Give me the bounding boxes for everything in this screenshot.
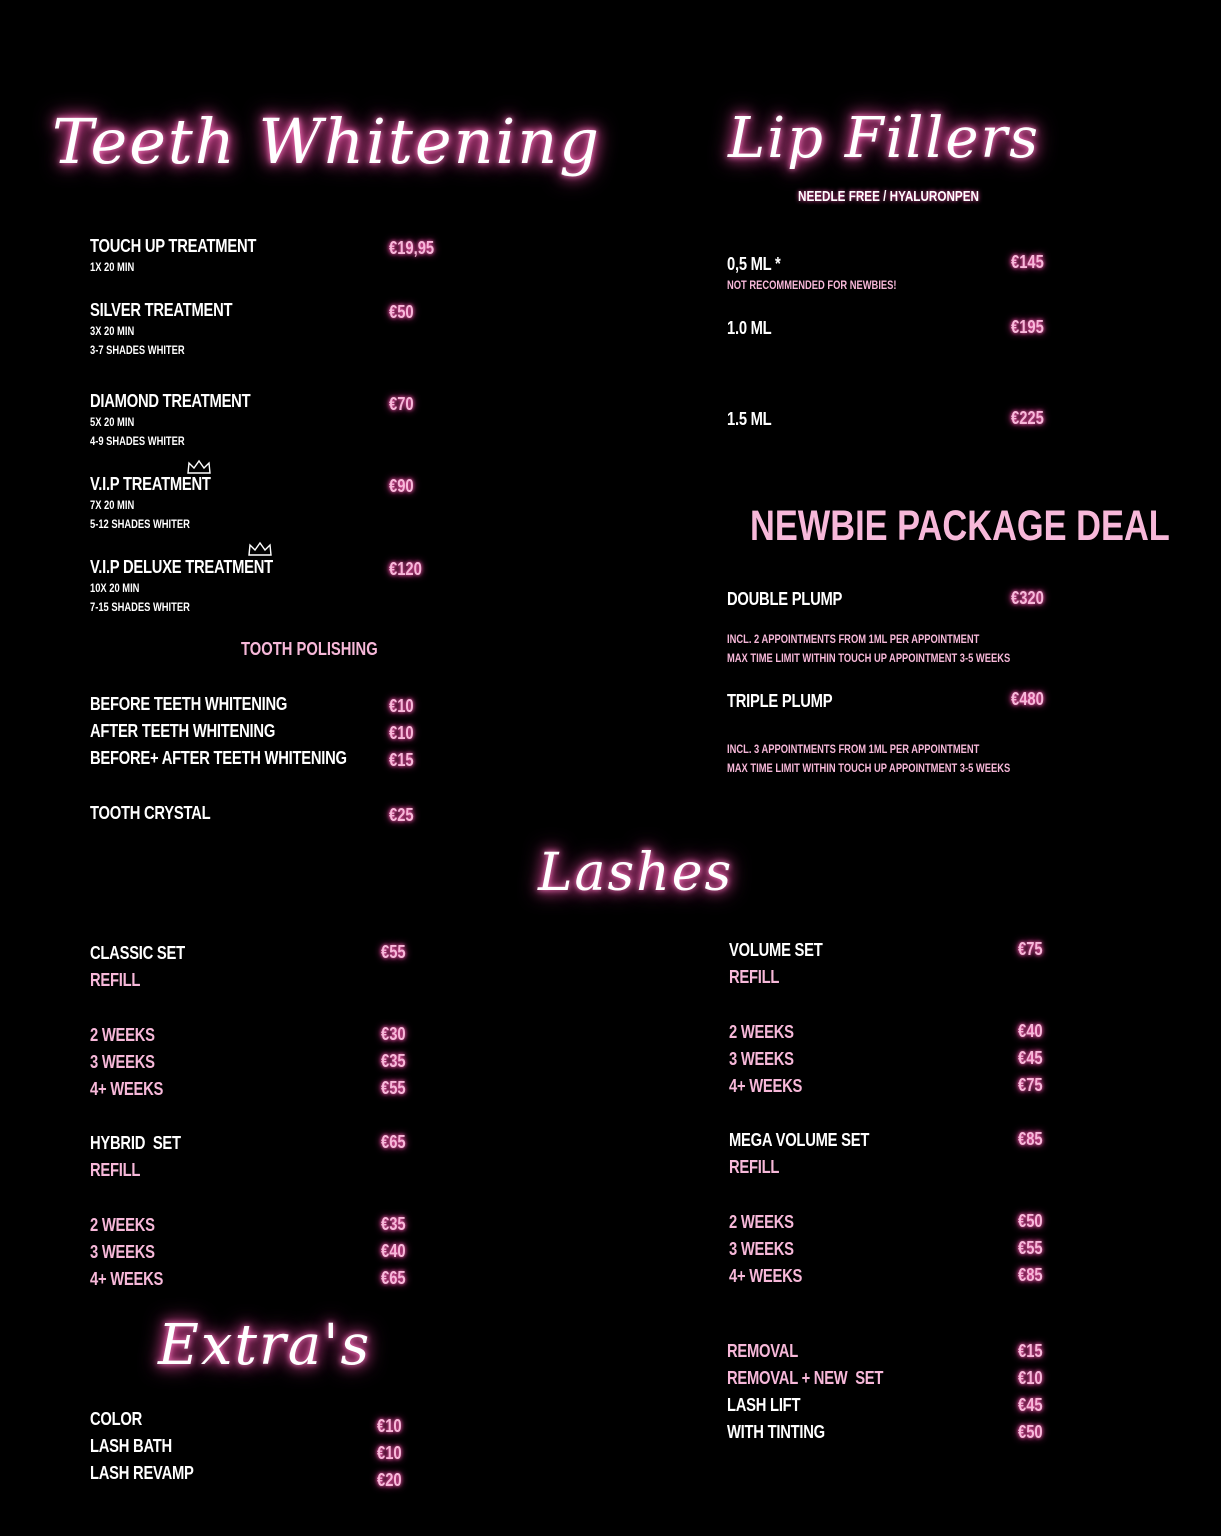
lip-fillers-title: Lip Fillers xyxy=(728,106,1040,171)
newbie-deal-0-price: €320 xyxy=(1011,588,1044,608)
teeth-item-1-detail-1: 3-7 SHADES WHITER xyxy=(90,343,185,357)
newbie-deal-0-line-1: MAX TIME LIMIT WITHIN TOUCH UP APPOINTMENT 3-5 WEEKS xyxy=(727,651,1011,665)
volume-set-price: €75 xyxy=(1018,939,1043,959)
lip-item-0-price: €145 xyxy=(1011,252,1044,272)
volume-refill-1-label: 3 WEEKS xyxy=(729,1049,794,1069)
classic-refill-0-price: €30 xyxy=(381,1024,406,1044)
volume-refill-0-price: €40 xyxy=(1018,1021,1043,1041)
tooth-polishing-heading: TOOTH POLISHING xyxy=(241,639,378,659)
extras-item-1-name: LASH BATH xyxy=(90,1436,172,1456)
classic-refill-1-label: 3 WEEKS xyxy=(90,1052,155,1072)
mega-volume-refill-0-price: €50 xyxy=(1018,1211,1043,1231)
polishing-item-1-price: €10 xyxy=(389,723,414,743)
newbie-deal-1-name: TRIPLE PLUMP xyxy=(727,691,833,711)
teeth-item-2-detail-0: 5X 20 MIN xyxy=(90,415,135,429)
teeth-item-0-name: TOUCH UP TREATMENT xyxy=(90,236,257,256)
teeth-item-0-price: €19,95 xyxy=(389,238,435,258)
lash-other-1-price: €10 xyxy=(1018,1368,1043,1388)
extras-item-1-price: €10 xyxy=(377,1443,402,1463)
crown-icon xyxy=(186,459,212,475)
mega-volume-refill-1-label: 3 WEEKS xyxy=(729,1239,794,1259)
teeth-item-4-detail-0: 10X 20 MIN xyxy=(90,581,140,595)
hybrid-refill-1-label: 3 WEEKS xyxy=(90,1242,155,1262)
mega-volume-set-price: €85 xyxy=(1018,1129,1043,1149)
teeth-item-4-name: V.I.P DELUXE TREATMENT xyxy=(90,557,273,577)
lash-other-3-price: €50 xyxy=(1018,1422,1043,1442)
classic-refill-2-price: €55 xyxy=(381,1078,406,1098)
volume-refill-label: REFILL xyxy=(729,967,780,987)
teeth-item-0-detail-0: 1X 20 MIN xyxy=(90,260,135,274)
crown-icon xyxy=(247,541,273,557)
hybrid-set-name: HYBRID SET xyxy=(90,1133,181,1153)
lash-other-0-name: REMOVAL xyxy=(727,1341,798,1361)
classic-set-name: CLASSIC SET xyxy=(90,943,185,963)
lash-other-0-price: €15 xyxy=(1018,1341,1043,1361)
hybrid-refill-1-price: €40 xyxy=(381,1241,406,1261)
polishing-item-1-name: AFTER TEETH WHITENING xyxy=(90,721,276,741)
teeth-item-2-price: €70 xyxy=(389,394,414,414)
teeth-item-3-detail-0: 7X 20 MIN xyxy=(90,498,135,512)
polishing-item-0-name: BEFORE TEETH WHITENING xyxy=(90,694,288,714)
teeth-item-1-detail-0: 3X 20 MIN xyxy=(90,324,135,338)
newbie-package-heading: NEWBIE PACKAGE DEAL xyxy=(750,502,1170,550)
mega-volume-set-name: MEGA VOLUME SET xyxy=(729,1130,870,1150)
classic-refill-label: REFILL xyxy=(90,970,141,990)
lash-other-1-name: REMOVAL + NEW SET xyxy=(727,1368,884,1388)
polishing-item-2-name: BEFORE+ AFTER TEETH WHITENING xyxy=(90,748,347,768)
lip-item-2-price: €225 xyxy=(1011,408,1044,428)
volume-refill-2-label: 4+ WEEKS xyxy=(729,1076,803,1096)
hybrid-refill-2-label: 4+ WEEKS xyxy=(90,1269,164,1289)
tooth-crystal-price: €25 xyxy=(389,805,414,825)
teeth-item-3-name: V.I.P TREATMENT xyxy=(90,474,211,494)
teeth-item-2-name: DIAMOND TREATMENT xyxy=(90,391,251,411)
newbie-deal-0-line-0: INCL. 2 APPOINTMENTS FROM 1ML PER APPOINTMENT xyxy=(727,632,980,646)
extras-title: Extra's xyxy=(158,1313,372,1378)
volume-refill-2-price: €75 xyxy=(1018,1075,1043,1095)
mega-volume-refill-2-label: 4+ WEEKS xyxy=(729,1266,803,1286)
hybrid-refill-0-price: €35 xyxy=(381,1214,406,1234)
lash-other-2-name: LASH LIFT xyxy=(727,1395,801,1415)
lip-item-0-note: NOT RECOMMENDED FOR NEWBIES! xyxy=(727,278,897,292)
lip-fillers-subtitle: NEEDLE FREE / HYALURONPEN xyxy=(798,188,979,205)
hybrid-set-price: €65 xyxy=(381,1132,406,1152)
polishing-item-0-price: €10 xyxy=(389,696,414,716)
extras-item-0-name: COLOR xyxy=(90,1409,143,1429)
hybrid-refill-label: REFILL xyxy=(90,1160,141,1180)
classic-refill-0-label: 2 WEEKS xyxy=(90,1025,155,1045)
classic-refill-2-label: 4+ WEEKS xyxy=(90,1079,164,1099)
mega-volume-refill-2-price: €85 xyxy=(1018,1265,1043,1285)
mega-volume-refill-1-price: €55 xyxy=(1018,1238,1043,1258)
teeth-item-3-price: €90 xyxy=(389,476,414,496)
teeth-item-4-detail-1: 7-15 SHADES WHITER xyxy=(90,600,190,614)
polishing-item-2-price: €15 xyxy=(389,750,414,770)
volume-set-name: VOLUME SET xyxy=(729,940,823,960)
hybrid-refill-0-label: 2 WEEKS xyxy=(90,1215,155,1235)
hybrid-refill-2-price: €65 xyxy=(381,1268,406,1288)
teeth-item-3-detail-1: 5-12 SHADES WHITER xyxy=(90,517,190,531)
teeth-item-2-detail-1: 4-9 SHADES WHITER xyxy=(90,434,185,448)
mega-volume-refill-label: REFILL xyxy=(729,1157,780,1177)
lip-item-2-name: 1.5 ML xyxy=(727,409,772,429)
teeth-item-4-price: €120 xyxy=(389,559,422,579)
newbie-deal-1-line-0: INCL. 3 APPOINTMENTS FROM 1ML PER APPOINTMENT xyxy=(727,742,980,756)
classic-refill-1-price: €35 xyxy=(381,1051,406,1071)
extras-item-2-price: €20 xyxy=(377,1470,402,1490)
lip-item-0-name: 0,5 ML * xyxy=(727,254,781,274)
newbie-deal-1-price: €480 xyxy=(1011,689,1044,709)
volume-refill-0-label: 2 WEEKS xyxy=(729,1022,794,1042)
lip-item-1-price: €195 xyxy=(1011,317,1044,337)
volume-refill-1-price: €45 xyxy=(1018,1048,1043,1068)
lashes-title: Lashes xyxy=(538,843,734,903)
tooth-crystal-name: TOOTH CRYSTAL xyxy=(90,803,211,823)
teeth-item-1-price: €50 xyxy=(389,302,414,322)
teeth-whitening-title: Teeth Whitening xyxy=(52,105,601,178)
mega-volume-refill-0-label: 2 WEEKS xyxy=(729,1212,794,1232)
lash-other-3-name: WITH TINTING xyxy=(727,1422,825,1442)
newbie-deal-0-name: DOUBLE PLUMP xyxy=(727,589,843,609)
extras-item-2-name: LASH REVAMP xyxy=(90,1463,194,1483)
teeth-item-1-name: SILVER TREATMENT xyxy=(90,300,233,320)
classic-set-price: €55 xyxy=(381,942,406,962)
lash-other-2-price: €45 xyxy=(1018,1395,1043,1415)
lip-item-1-name: 1.0 ML xyxy=(727,318,772,338)
newbie-deal-1-line-1: MAX TIME LIMIT WITHIN TOUCH UP APPOINTMENT 3-5 WEEKS xyxy=(727,761,1011,775)
extras-item-0-price: €10 xyxy=(377,1416,402,1436)
